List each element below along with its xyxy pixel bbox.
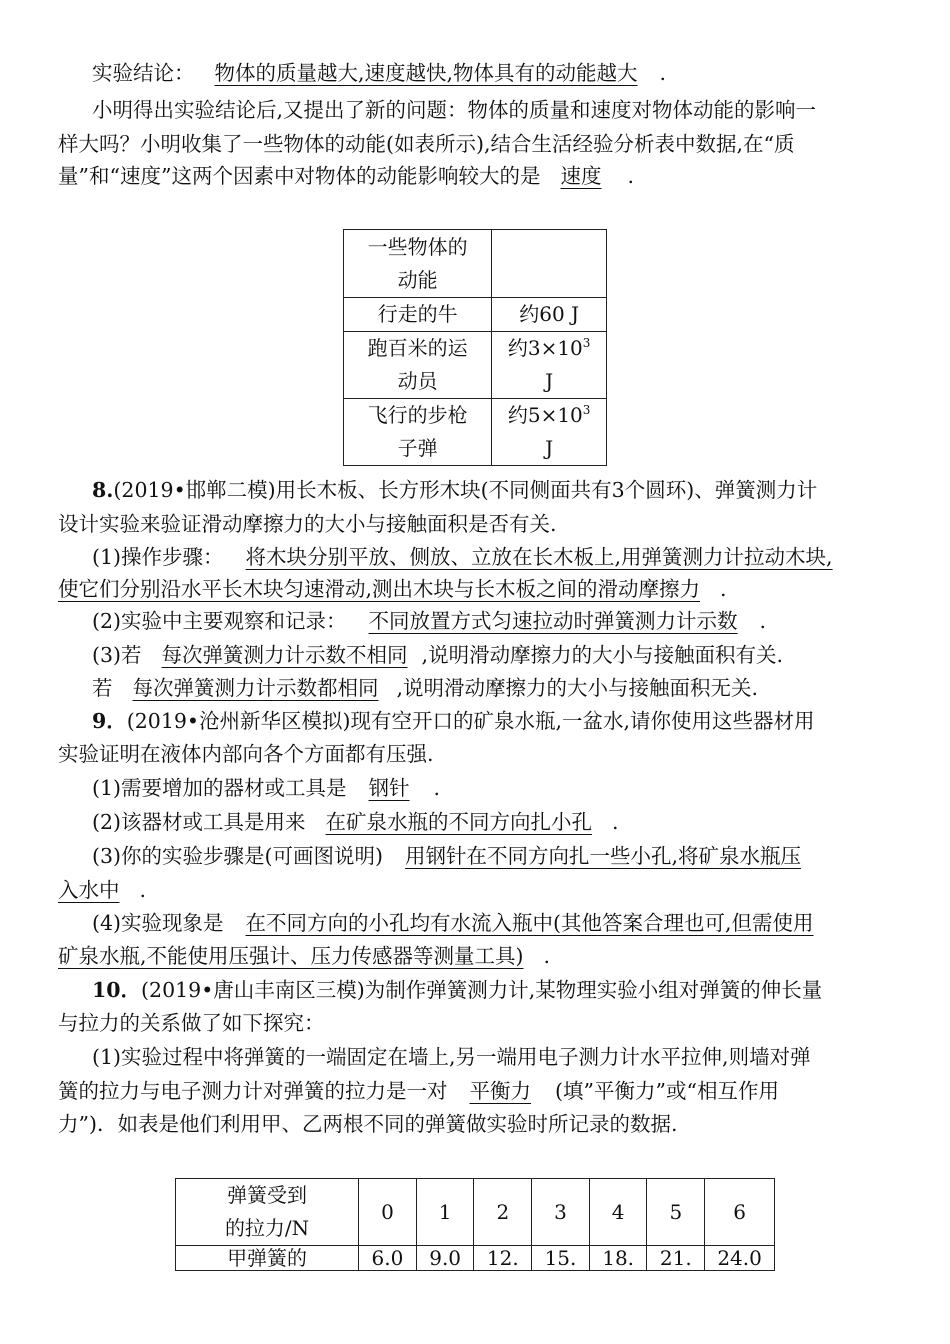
step-end: . xyxy=(612,810,619,834)
question-text: (2019•唐山丰南区三模)为制作弹簧测力计,某物理实验小组对弹簧的伸长量 xyxy=(141,978,823,1002)
question-text: (2019•沧州新华区模拟)现有空开口的矿泉水瓶,一盆水,请你使用这些器材用 xyxy=(126,709,815,733)
table-row xyxy=(344,332,607,399)
q9-step1-answer: 钢针 xyxy=(368,776,410,800)
energy-value: 约5×10 xyxy=(507,403,583,427)
q10-step1: (1)实验过程中将弹簧的一端固定在墙上,另一端用电子测力计水平拉伸,则墙对弹 xyxy=(92,1045,811,1069)
table-row xyxy=(344,298,607,332)
table-header-row xyxy=(344,230,607,298)
conclusion-answer: 物体的质量越大,速度越快,物体具有的动能越大 xyxy=(214,61,638,85)
q8-step1-answer: 使它们分别沿水平长木块匀速滑动,测出木块与长木板之间的滑动摩擦力 xyxy=(58,577,701,601)
kinetic-energy-table xyxy=(343,229,607,466)
row-label: 甲弹簧的 xyxy=(176,1246,359,1271)
conclusion-label: 实验结论： xyxy=(92,61,195,85)
force-header: 3 xyxy=(532,1179,590,1246)
step-label: (3)你的实验步骤是(可画图说明) xyxy=(92,844,384,868)
q8-step3 xyxy=(92,638,783,672)
step-end: . xyxy=(543,944,551,968)
data-cell: 6.0 xyxy=(359,1246,417,1271)
q8-step3-answer: 每次弹簧测力计示数不相同 xyxy=(161,643,408,667)
object-text: 跑百米的运 xyxy=(367,336,468,360)
energy-value: 约3×10 xyxy=(507,336,583,360)
paragraph-text: 量”和“速度”这两个因素中对物体的动能影响较大的是 xyxy=(58,164,541,188)
object-cell: 行走的牛 xyxy=(344,298,492,332)
force-header: 0 xyxy=(359,1179,417,1246)
table-header-row xyxy=(176,1179,775,1246)
question-text: 与拉力的关系做了如下探究： xyxy=(58,1011,325,1035)
step-label: (4)实验现象是 xyxy=(92,911,224,935)
q8-step1-answer: 将木块分别平放、侧放、立放在长木板上,用弹簧测力计拉动木块, xyxy=(245,545,833,569)
step-label: (1)需要增加的器材或工具是 xyxy=(92,776,347,800)
step-end: . xyxy=(759,609,767,633)
step-label: (2)实验中主要观察和记录： xyxy=(92,609,347,633)
q9-step4 xyxy=(92,906,814,940)
q10-step1-cont: 力”)．如表是他们利用甲、乙两根不同的弹簧做实验时所记录的数据. xyxy=(58,1112,678,1136)
q9-step2 xyxy=(92,805,619,839)
force-header: 5 xyxy=(647,1179,705,1246)
header-text: 一些物体的 xyxy=(367,234,468,259)
energy-cell xyxy=(492,399,607,466)
paragraph-line xyxy=(58,159,634,193)
header-text: 动能 xyxy=(397,267,438,292)
q8-step4-answer: 每次弹簧测力计示数都相同 xyxy=(132,676,379,700)
data-cell: 9.0 xyxy=(416,1246,474,1271)
header-cell xyxy=(492,230,607,298)
paragraph-end: . xyxy=(627,164,634,188)
q10-step1-cont xyxy=(58,1074,779,1108)
force-header: 2 xyxy=(474,1179,532,1246)
step-label: (3)若 xyxy=(92,643,142,667)
table-row xyxy=(176,1246,775,1271)
speed-answer: 速度 xyxy=(560,164,602,188)
table-row xyxy=(344,399,607,466)
header-cell xyxy=(176,1179,359,1246)
energy-unit: J xyxy=(545,436,554,460)
data-cell: 24.0 xyxy=(705,1246,775,1271)
question-number: 10． xyxy=(92,978,142,1002)
header-cell xyxy=(344,230,492,298)
conclusion-line xyxy=(92,56,666,90)
data-cell: 18. xyxy=(589,1246,647,1271)
question-8-stem xyxy=(92,473,817,507)
data-cell: 21. xyxy=(647,1246,705,1271)
question-text: 设计实验来验证滑动摩擦力的大小与接触面积是否有关. xyxy=(58,512,557,536)
q8-step4 xyxy=(92,671,758,705)
question-text: 实验证明在液体内部向各个方面都有压强. xyxy=(58,742,434,766)
q9-step3-answer: 用钢针在不同方向扎一些小孔,将矿泉水瓶压 xyxy=(405,844,802,868)
q8-step1-cont xyxy=(58,572,727,606)
object-text: 飞行的步枪 xyxy=(367,403,468,427)
energy-cell: 约60 J xyxy=(492,298,607,332)
object-text: 动员 xyxy=(397,369,438,393)
header-text: 的拉力/N xyxy=(224,1216,310,1240)
step-label: (2)该器材或工具是用来 xyxy=(92,810,306,834)
step-label: (1)操作步骤： xyxy=(92,545,224,569)
q8-step2-answer: 不同放置方式匀速拉动时弹簧测力计示数 xyxy=(368,609,738,633)
step-text: ,说明滑动摩擦力的大小与接触面积无关. xyxy=(396,676,759,700)
q9-step4-answer: 在不同方向的小孔均有水流入瓶中(其他答案合理也可,但需使用 xyxy=(245,911,814,935)
object-cell xyxy=(344,399,492,466)
q9-step3-cont xyxy=(58,873,146,907)
q9-step2-answer: 在矿泉水瓶的不同方向扎小孔 xyxy=(325,810,593,834)
step-text: 簧的拉力与电子测力计对弹簧的拉力是一对 xyxy=(58,1079,448,1103)
step-end: . xyxy=(139,878,147,902)
q9-step4-cont xyxy=(58,939,550,973)
energy-cell xyxy=(492,332,607,399)
q9-step1 xyxy=(92,771,440,805)
q9-step3 xyxy=(92,839,801,873)
force-header: 4 xyxy=(589,1179,647,1246)
paragraph-line: 小明得出实验结论后,又提出了新的问题：物体的质量和速度对物体动能的影响一 xyxy=(92,98,817,122)
step-end: . xyxy=(720,577,727,601)
object-text: 子弹 xyxy=(397,436,438,460)
energy-exponent: 3 xyxy=(582,403,591,417)
force-header: 1 xyxy=(416,1179,474,1246)
question-number: 8. xyxy=(92,478,114,502)
step-text: ,说明滑动摩擦力的大小与接触面积有关. xyxy=(421,643,784,667)
q9-step4-answer: 矿泉水瓶,不能使用压强计、压力传感器等测量工具) xyxy=(58,944,524,968)
energy-unit: J xyxy=(545,369,554,393)
q8-step1 xyxy=(92,540,833,574)
question-number: 9． xyxy=(92,709,127,733)
question-9-stem xyxy=(92,704,815,738)
q9-step3-answer: 入水中 xyxy=(58,878,120,902)
spring-data-table xyxy=(175,1178,775,1271)
question-text: (2019•邯郸二模)用长木板、长方形木块(不同侧面共有3个圆环)、弹簧测力计 xyxy=(113,478,818,502)
data-cell: 12. xyxy=(474,1246,532,1271)
data-cell: 15. xyxy=(532,1246,590,1271)
q8-step2 xyxy=(92,604,766,638)
conclusion-end: . xyxy=(659,61,667,85)
force-header: 6 xyxy=(705,1179,775,1246)
step-label: 若 xyxy=(92,676,113,700)
paragraph-line: 样大吗？小明收集了一些物体的动能(如表所示),结合生活经验分析表中数据,在“质 xyxy=(58,132,795,156)
energy-exponent: 3 xyxy=(582,336,591,350)
header-text: 弹簧受到 xyxy=(227,1183,308,1207)
object-cell xyxy=(344,332,492,399)
q10-step1-answer: 平衡力 xyxy=(469,1079,531,1103)
step-text: (填”平衡力”或“相互作用 xyxy=(555,1079,779,1103)
step-end: . xyxy=(433,776,441,800)
question-10-stem xyxy=(92,973,822,1007)
